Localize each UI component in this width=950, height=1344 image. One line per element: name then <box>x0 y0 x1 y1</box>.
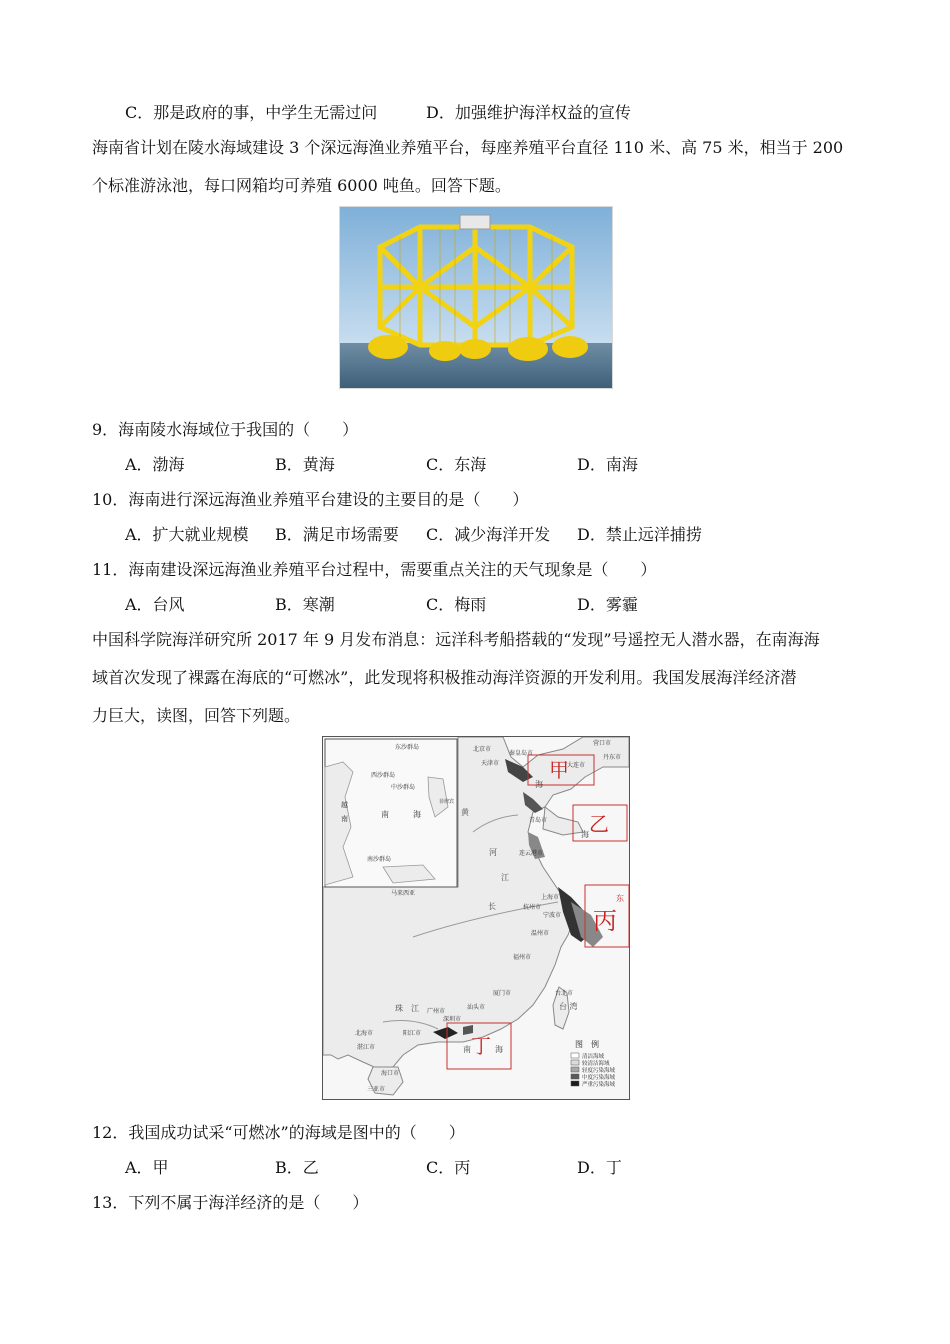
q10-option-b: B．满足市场需要 <box>275 525 399 544</box>
geo-label-zhujiang: 珠 江 <box>395 1004 419 1013</box>
city-label-shantou: 汕头市 <box>467 1004 486 1011</box>
legend-swatch-light <box>571 1067 579 1072</box>
passage1-line1: 海南省计划在陵水海域建设 3 个深远海渔业养殖平台，每座养殖平台直径 110 米、高 75 米，相当于 200 <box>92 138 844 157</box>
q10-stem: 10．海南进行深远海渔业养殖平台建设的主要目的是（ ） <box>92 490 529 509</box>
inset-label-philippines: 菲律宾 <box>439 799 455 805</box>
legend-title: 图 例 <box>575 1040 599 1049</box>
legend-label-severe: 严重污染海域 <box>582 1082 616 1088</box>
inset-label-nansha: 南沙群岛 <box>367 856 392 863</box>
geo-label-yi-hai: 海 <box>581 830 589 839</box>
q12-stem: 12．我国成功试采“可燃冰”的海域是图中的（ ） <box>92 1123 465 1142</box>
q11-stem: 11．海南建设深远海渔业养殖平台过程中，需要重点关注的天气现象是（ ） <box>92 560 657 579</box>
city-label-qingdao: 青岛市 <box>529 817 548 824</box>
city-label-wenzhou: 温州市 <box>531 930 550 937</box>
legend-label-clean: 清洁海域 <box>582 1054 605 1060</box>
legend-swatch-moderate <box>571 1074 579 1079</box>
inset-label-nan: 南 <box>381 810 389 819</box>
geo-label-chang: 长 <box>488 902 496 911</box>
q9-option-c: C．东海 <box>426 455 487 474</box>
inset-label-zhongsha: 中沙群岛 <box>391 784 416 791</box>
q9-option-d: D．南海 <box>577 455 638 474</box>
q11-option-c: C．梅雨 <box>426 595 487 614</box>
city-label-fuzhou: 福州市 <box>513 954 532 961</box>
city-label-yangjiang: 阳江市 <box>403 1030 422 1037</box>
passage2-line2: 域首次发现了裸露在海底的“可燃冰”，此发现将积极推动海洋资源的开发利用。我国发展海洋经济潜 <box>92 668 797 687</box>
city-label-ningbo: 宁波市 <box>543 912 562 919</box>
city-label-yingkou: 营口市 <box>593 740 612 747</box>
inset-label-yue-nan: 南 <box>341 815 348 823</box>
city-label-beihai: 北海市 <box>355 1030 374 1037</box>
city-label-sanya: 三亚市 <box>367 1086 386 1093</box>
q9-option-a: A．渤海 <box>125 455 185 474</box>
q9-option-b: B．黄海 <box>275 455 335 474</box>
q12-option-d: D．丁 <box>577 1158 622 1177</box>
city-label-xiamen: 厦门市 <box>493 990 512 997</box>
region-label-yi: 乙 <box>589 812 609 836</box>
q11-option-a: A．台风 <box>125 595 185 614</box>
passage2-line3: 力巨大，读图，回答下列题。 <box>92 706 301 725</box>
q12-option-c: C．丙 <box>426 1158 471 1177</box>
q11-option-d: D．雾霾 <box>577 595 638 614</box>
legend-swatch-severe <box>571 1081 579 1086</box>
inset-label-dongsha: 东沙群岛 <box>395 744 420 751</box>
q9-stem: 9．海南陵水海域位于我国的（ ） <box>92 420 359 439</box>
q12-option-a: A．甲 <box>125 1158 169 1177</box>
q8-option-c: C．那是政府的事，中学生无需过问 <box>125 103 378 122</box>
q13-stem: 13．下列不属于海洋经济的是（ ） <box>92 1193 369 1212</box>
q8-option-d: D．加强维护海洋权益的宣传 <box>426 103 631 122</box>
inset-label-hai: 海 <box>413 810 421 819</box>
aquaculture-platform-photo <box>339 206 613 389</box>
region-label-ding: 丁 <box>471 1034 491 1058</box>
geo-label-huang: 黄 <box>461 808 469 817</box>
geo-label-bohai-hai: 海 <box>535 780 543 789</box>
city-label-guangzhou: 广州市 <box>427 1008 446 1015</box>
passage1-line2: 个标准游泳池，每口网箱均可养殖 6000 吨鱼。回答下题。 <box>92 176 511 195</box>
region-label-bing: 丙 <box>593 907 617 935</box>
legend-label-moderate: 中度污染海域 <box>582 1075 616 1081</box>
geo-label-jiang: 江 <box>501 873 509 882</box>
inset-label-yue: 越 <box>341 801 348 809</box>
city-label-tianjin: 天津市 <box>481 760 500 767</box>
geo-label-dong: 东 <box>616 894 624 903</box>
city-label-dandong: 丹东市 <box>603 754 622 761</box>
legend-label-light: 轻度污染海域 <box>582 1068 616 1074</box>
china-coastal-pollution-map <box>322 736 630 1100</box>
legend-label-fairly-clean: 较清洁海域 <box>582 1061 610 1067</box>
city-label-beijing: 北京市 <box>473 746 492 753</box>
q10-option-d: D．禁止远洋捕捞 <box>577 525 702 544</box>
q10-option-a: A．扩大就业规模 <box>125 525 249 544</box>
inset-label-xisha: 西沙群岛 <box>371 772 396 779</box>
region-label-jia: 甲 <box>549 758 569 782</box>
city-label-shanghai: 上海市 <box>541 894 560 901</box>
legend-swatch-clean <box>571 1053 579 1058</box>
q10-option-c: C．减少海洋开发 <box>426 525 551 544</box>
city-label-shenzhen: 深圳市 <box>443 1016 462 1023</box>
city-label-qinhuangdao: 秦皇岛市 <box>509 750 534 757</box>
city-label-zhanjiang: 湛江市 <box>357 1044 376 1051</box>
geo-label-nan: 南 <box>463 1045 471 1054</box>
inset-label-malaysia: 马来西亚 <box>391 890 416 897</box>
q12-option-b: B．乙 <box>275 1158 319 1177</box>
geo-label-ding-hai: 海 <box>495 1045 503 1054</box>
city-label-haikou: 海口市 <box>381 1070 400 1077</box>
city-label-dalian: 大连市 <box>567 762 586 769</box>
legend-swatch-fairly-clean <box>571 1060 579 1065</box>
geo-label-he: 河 <box>489 848 497 857</box>
passage2-line1: 中国科学院海洋研究所 2017 年 9 月发布消息：远洋科考船搭载的“发现”号遥控无人潜水器，在南海海 <box>92 630 820 649</box>
city-label-hangzhou: 杭州市 <box>523 904 542 911</box>
geo-label-taiwan: 台 湾 <box>559 1002 578 1011</box>
city-label-lianyungang: 连云港市 <box>519 850 544 857</box>
q11-option-b: B．寒潮 <box>275 595 335 614</box>
city-label-taipei: 台北市 <box>555 990 574 997</box>
